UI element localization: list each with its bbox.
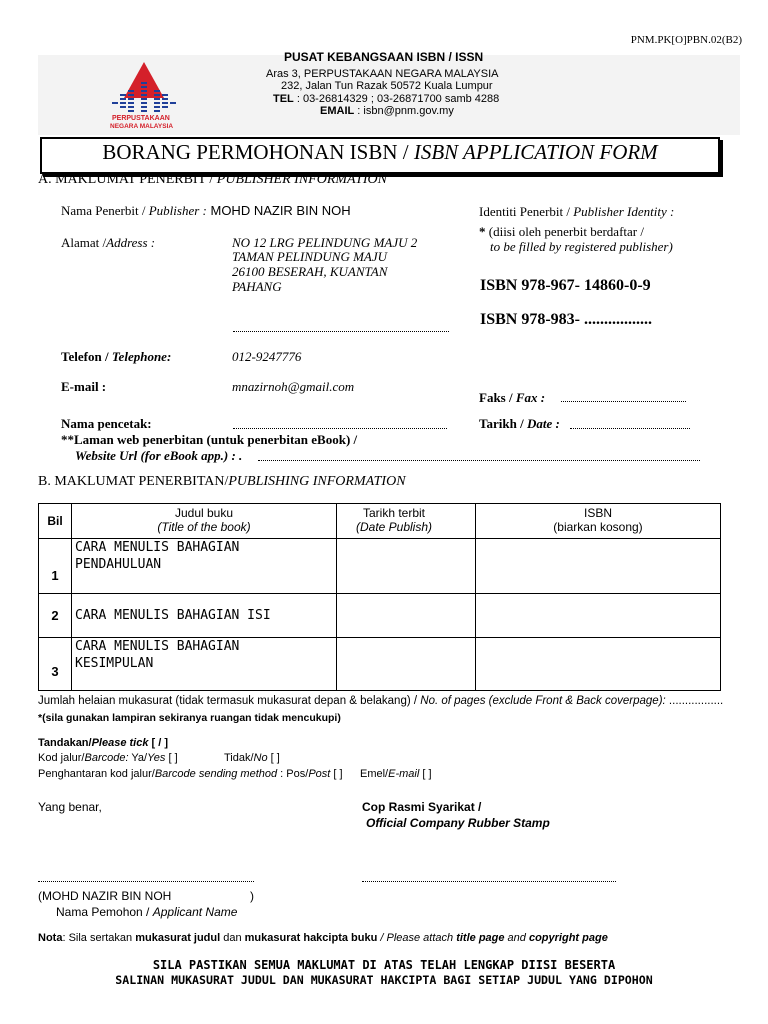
telephone-value: 012-9247776 (232, 349, 302, 364)
website-field[interactable] (258, 460, 700, 461)
identity-note-2: to be filled by registered publisher) (490, 239, 673, 254)
pages-label: Jumlah helaian mukasurat (tidak termasuk mukasurat depan & belakang) / (38, 695, 421, 707)
tick-heading (38, 737, 168, 749)
barcode-no-en: No (253, 752, 268, 764)
row-1-title-line-1: CARA MENULIS BAHAGIAN (75, 540, 240, 555)
identity-note-star: * (479, 224, 489, 239)
send-label-en: Barcode sending method (154, 768, 278, 780)
note-row (38, 932, 608, 944)
row-3-title[interactable] (72, 638, 337, 691)
address-line-a: NO 12 LRG PELINDUNG MAJU 2 (232, 235, 418, 250)
form-code: PNM.PK[O]PBN.02(B2) (630, 34, 742, 46)
fax-field[interactable] (561, 401, 686, 402)
section-a-heading (38, 172, 387, 188)
send-pos: : Pos/ (277, 768, 309, 780)
pages-dots[interactable]: ................. (665, 695, 724, 707)
section-b-heading (38, 474, 406, 490)
stamp-label: Cop Rasmi Syarikat / (362, 800, 482, 814)
footer-line-1: SILA PASTIKAN SEMUA MAKLUMAT DI ATAS TELAH LENGKAP DIISI BESERTA (152, 958, 616, 972)
header-tel-label: TEL (273, 93, 294, 105)
barcode-label-en: Barcode: (84, 752, 129, 764)
applicant-close: ) (250, 889, 254, 903)
website-label-en (75, 448, 242, 464)
note-text-1: : Sila sertakan (62, 932, 136, 944)
applicant-label (56, 905, 237, 919)
yours-truly: Yang benar, (38, 800, 102, 814)
col-date (337, 504, 476, 539)
row-3-isbn[interactable] (476, 638, 721, 691)
note-bold-1: mukasurat judul (135, 932, 221, 944)
address-label (61, 235, 155, 251)
stamp-line[interactable] (362, 881, 616, 882)
col-title-my: Judul buku (174, 506, 234, 520)
fax-label-en: Fax : (515, 390, 546, 405)
barcode-no-label: Tidak/ (224, 752, 254, 764)
address-line-c: 26100 BESERAH, KUANTAN (232, 264, 388, 279)
row-1-isbn[interactable] (476, 539, 721, 594)
header-email (320, 105, 454, 117)
email-label: E-mail : (61, 379, 107, 394)
col-date-en: (Date Publish) (355, 520, 433, 534)
fax-label-my: Faks / (479, 390, 516, 405)
form-title-malay: BORANG PERMOHONAN ISBN / (102, 140, 414, 164)
row-3-bil: 3 (39, 638, 72, 691)
header-email-value: : isbn@pnm.gov.my (354, 105, 454, 117)
applicant-name: (MOHD NAZIR BIN NOH (38, 889, 172, 903)
date-field[interactable] (570, 428, 690, 429)
row-2-isbn[interactable] (476, 594, 721, 638)
address-line-2: 232, Jalan Tun Razak 50572 Kuala Lumpur (281, 80, 493, 92)
row-1-date[interactable] (337, 539, 476, 594)
identity-label-en: Publisher Identity : (573, 204, 675, 219)
header-email-label: EMAIL (320, 105, 355, 117)
identity-note-1-text: (diisi oleh penerbit berdaftar / (488, 224, 644, 239)
address-line-1: Aras 3, PERPUSTAKAAN NEGARA MALAYSIA (266, 68, 499, 80)
telephone-label (61, 349, 171, 365)
header-tel-value: : 03-26814329 ; 03-26871700 samb 4288 (293, 93, 500, 105)
col-bil (39, 504, 72, 539)
address-line-d: PAHANG (232, 279, 282, 294)
row-2-title-line-1: CARA MENULIS BAHAGIAN ISI (75, 608, 271, 623)
send-email (360, 768, 432, 780)
col-title-en: (Title of the book) (157, 520, 251, 534)
col-isbn (476, 504, 721, 539)
applicant-label-my: Nama Pemohon / (56, 905, 153, 919)
section-a-heading-en: PUBLISHER INFORMATION (216, 172, 387, 187)
table-row (39, 539, 721, 594)
table-row (39, 594, 721, 638)
row-2-title[interactable] (72, 594, 337, 638)
note-bold-4: copyright page (528, 932, 608, 944)
note-label: Nota (38, 932, 63, 944)
date-label-my: Tarikh / (479, 416, 527, 431)
date-label-en: Date : (526, 416, 560, 431)
header-tel (273, 93, 499, 105)
note-text-3: / Please attach (377, 932, 457, 944)
logo-text-1: PERPUSTAKAAN (112, 115, 170, 122)
table-header-row (39, 504, 721, 539)
tick-heading-suffix: [ / ] (148, 737, 169, 749)
attach-note: *(sila gunakan lampiran sekiranya ruangan tidak mencukupi) (38, 712, 341, 724)
barcode-row (38, 752, 178, 764)
address-label-my: Alamat / (61, 235, 107, 250)
website-prefix: . (235, 448, 243, 463)
col-isbn-en: (biarkan kosong) (553, 520, 643, 534)
date-label (479, 416, 560, 432)
send-method-row (38, 768, 343, 780)
send-pos-en: Post (308, 768, 331, 780)
note-text-4: and (504, 932, 529, 944)
send-email-box[interactable]: [ ] (419, 768, 432, 780)
row-2-date[interactable] (337, 594, 476, 638)
address-extra-line[interactable] (233, 331, 449, 332)
send-email-en: E-mail (388, 768, 420, 780)
fax-label (479, 390, 545, 406)
row-3-date[interactable] (337, 638, 476, 691)
send-email-label: Emel/ (360, 768, 389, 780)
section-b-heading-prefix: B. MAKLUMAT PENERBITAN/ (38, 474, 229, 489)
applicant-label-en: Applicant Name (152, 905, 238, 919)
tick-heading-en: Please tick (91, 737, 149, 749)
col-title (72, 504, 337, 539)
pnm-logo (108, 60, 180, 132)
stamp-label-en: Official Company Rubber Stamp (366, 816, 550, 830)
identity-label (479, 204, 674, 220)
printer-label: Nama pencetak: (61, 416, 152, 431)
pages-row (38, 695, 723, 707)
barcode-no-box[interactable]: [ ] (267, 752, 280, 764)
table-row (39, 638, 721, 691)
logo-text-2: NEGARA MALAYSIA (110, 123, 174, 130)
form-title-english: ISBN APPLICATION FORM (413, 140, 658, 164)
row-1-bil: 1 (39, 539, 72, 594)
col-bil-label: Bil (47, 514, 63, 528)
publisher-value: MOHD NAZIR BIN NOH (206, 203, 351, 218)
send-label: Penghantaran kod jalur/ (38, 768, 155, 780)
row-3-title-line-2: KESIMPULAN (75, 656, 154, 671)
identity-label-my: Identiti Penerbit / (479, 204, 574, 219)
pages-label-en: No. of pages (exclude Front & Back coverpage): (420, 695, 666, 707)
note-bold-3: title page (456, 932, 505, 944)
note-bold-2: mukasurat hakcipta buku (244, 932, 378, 944)
isbn-line-1: ISBN 978-967- 14860-0-9 (480, 277, 651, 294)
form-title-box (40, 137, 720, 174)
row-1-title-line-2: PENDAHULUAN (75, 557, 162, 572)
publisher-label: Nama Penerbit / (61, 203, 149, 218)
footer-line-2: SALINAN MUKASURAT JUDUL DAN MUKASURAT HAKCIPTA BAGI SETIAP JUDUL YANG DIPOHON (115, 973, 653, 987)
publication-table (38, 503, 721, 691)
org-name: PUSAT KEBANGSAAN ISBN / ISSN (284, 50, 484, 64)
section-b-heading-en: PUBLISHING INFORMATION (228, 474, 406, 489)
barcode-label: Kod jalur/ (38, 752, 85, 764)
address-label-en: Address : (106, 235, 156, 250)
signature-line[interactable] (38, 881, 254, 882)
barcode-yes-en: Yes (147, 752, 166, 764)
barcode-yes-box[interactable]: [ ] (165, 752, 178, 764)
website-label-en-text: Website Url (for eBook app.) : (75, 448, 236, 463)
address-line-b: TAMAN PELINDUNG MAJU (232, 249, 388, 264)
note-text-2: dan (220, 932, 245, 944)
send-pos-box[interactable]: [ ] (330, 768, 343, 780)
telephone-label-my: Telefon / (61, 349, 112, 364)
isbn-line-2: ISBN 978-983- ................. (480, 311, 653, 328)
section-a-heading-prefix: A. MAKLUMAT PENERBIT / (38, 172, 217, 187)
publisher-row (61, 203, 351, 219)
email-value: mnazirnoh@gmail.com (232, 379, 355, 394)
identity-note-1 (479, 224, 644, 240)
row-1-title[interactable] (72, 539, 337, 594)
website-label: **Laman web penerbitan (untuk penerbitan eBook) / (61, 432, 358, 447)
publisher-label-en: Publisher : (148, 203, 207, 218)
form-title (42, 140, 718, 165)
row-3-title-line-1: CARA MENULIS BAHAGIAN (75, 639, 240, 654)
barcode-no (224, 752, 280, 764)
tick-heading-my: Tandakan/ (38, 737, 92, 749)
barcode-yes: Ya/ (128, 752, 148, 764)
row-2-bil: 2 (39, 594, 72, 638)
col-isbn-my: ISBN (583, 506, 612, 520)
printer-field[interactable] (233, 428, 447, 429)
telephone-label-en: Telephone: (111, 349, 172, 364)
col-date-my: Tarikh terbit (362, 506, 426, 520)
